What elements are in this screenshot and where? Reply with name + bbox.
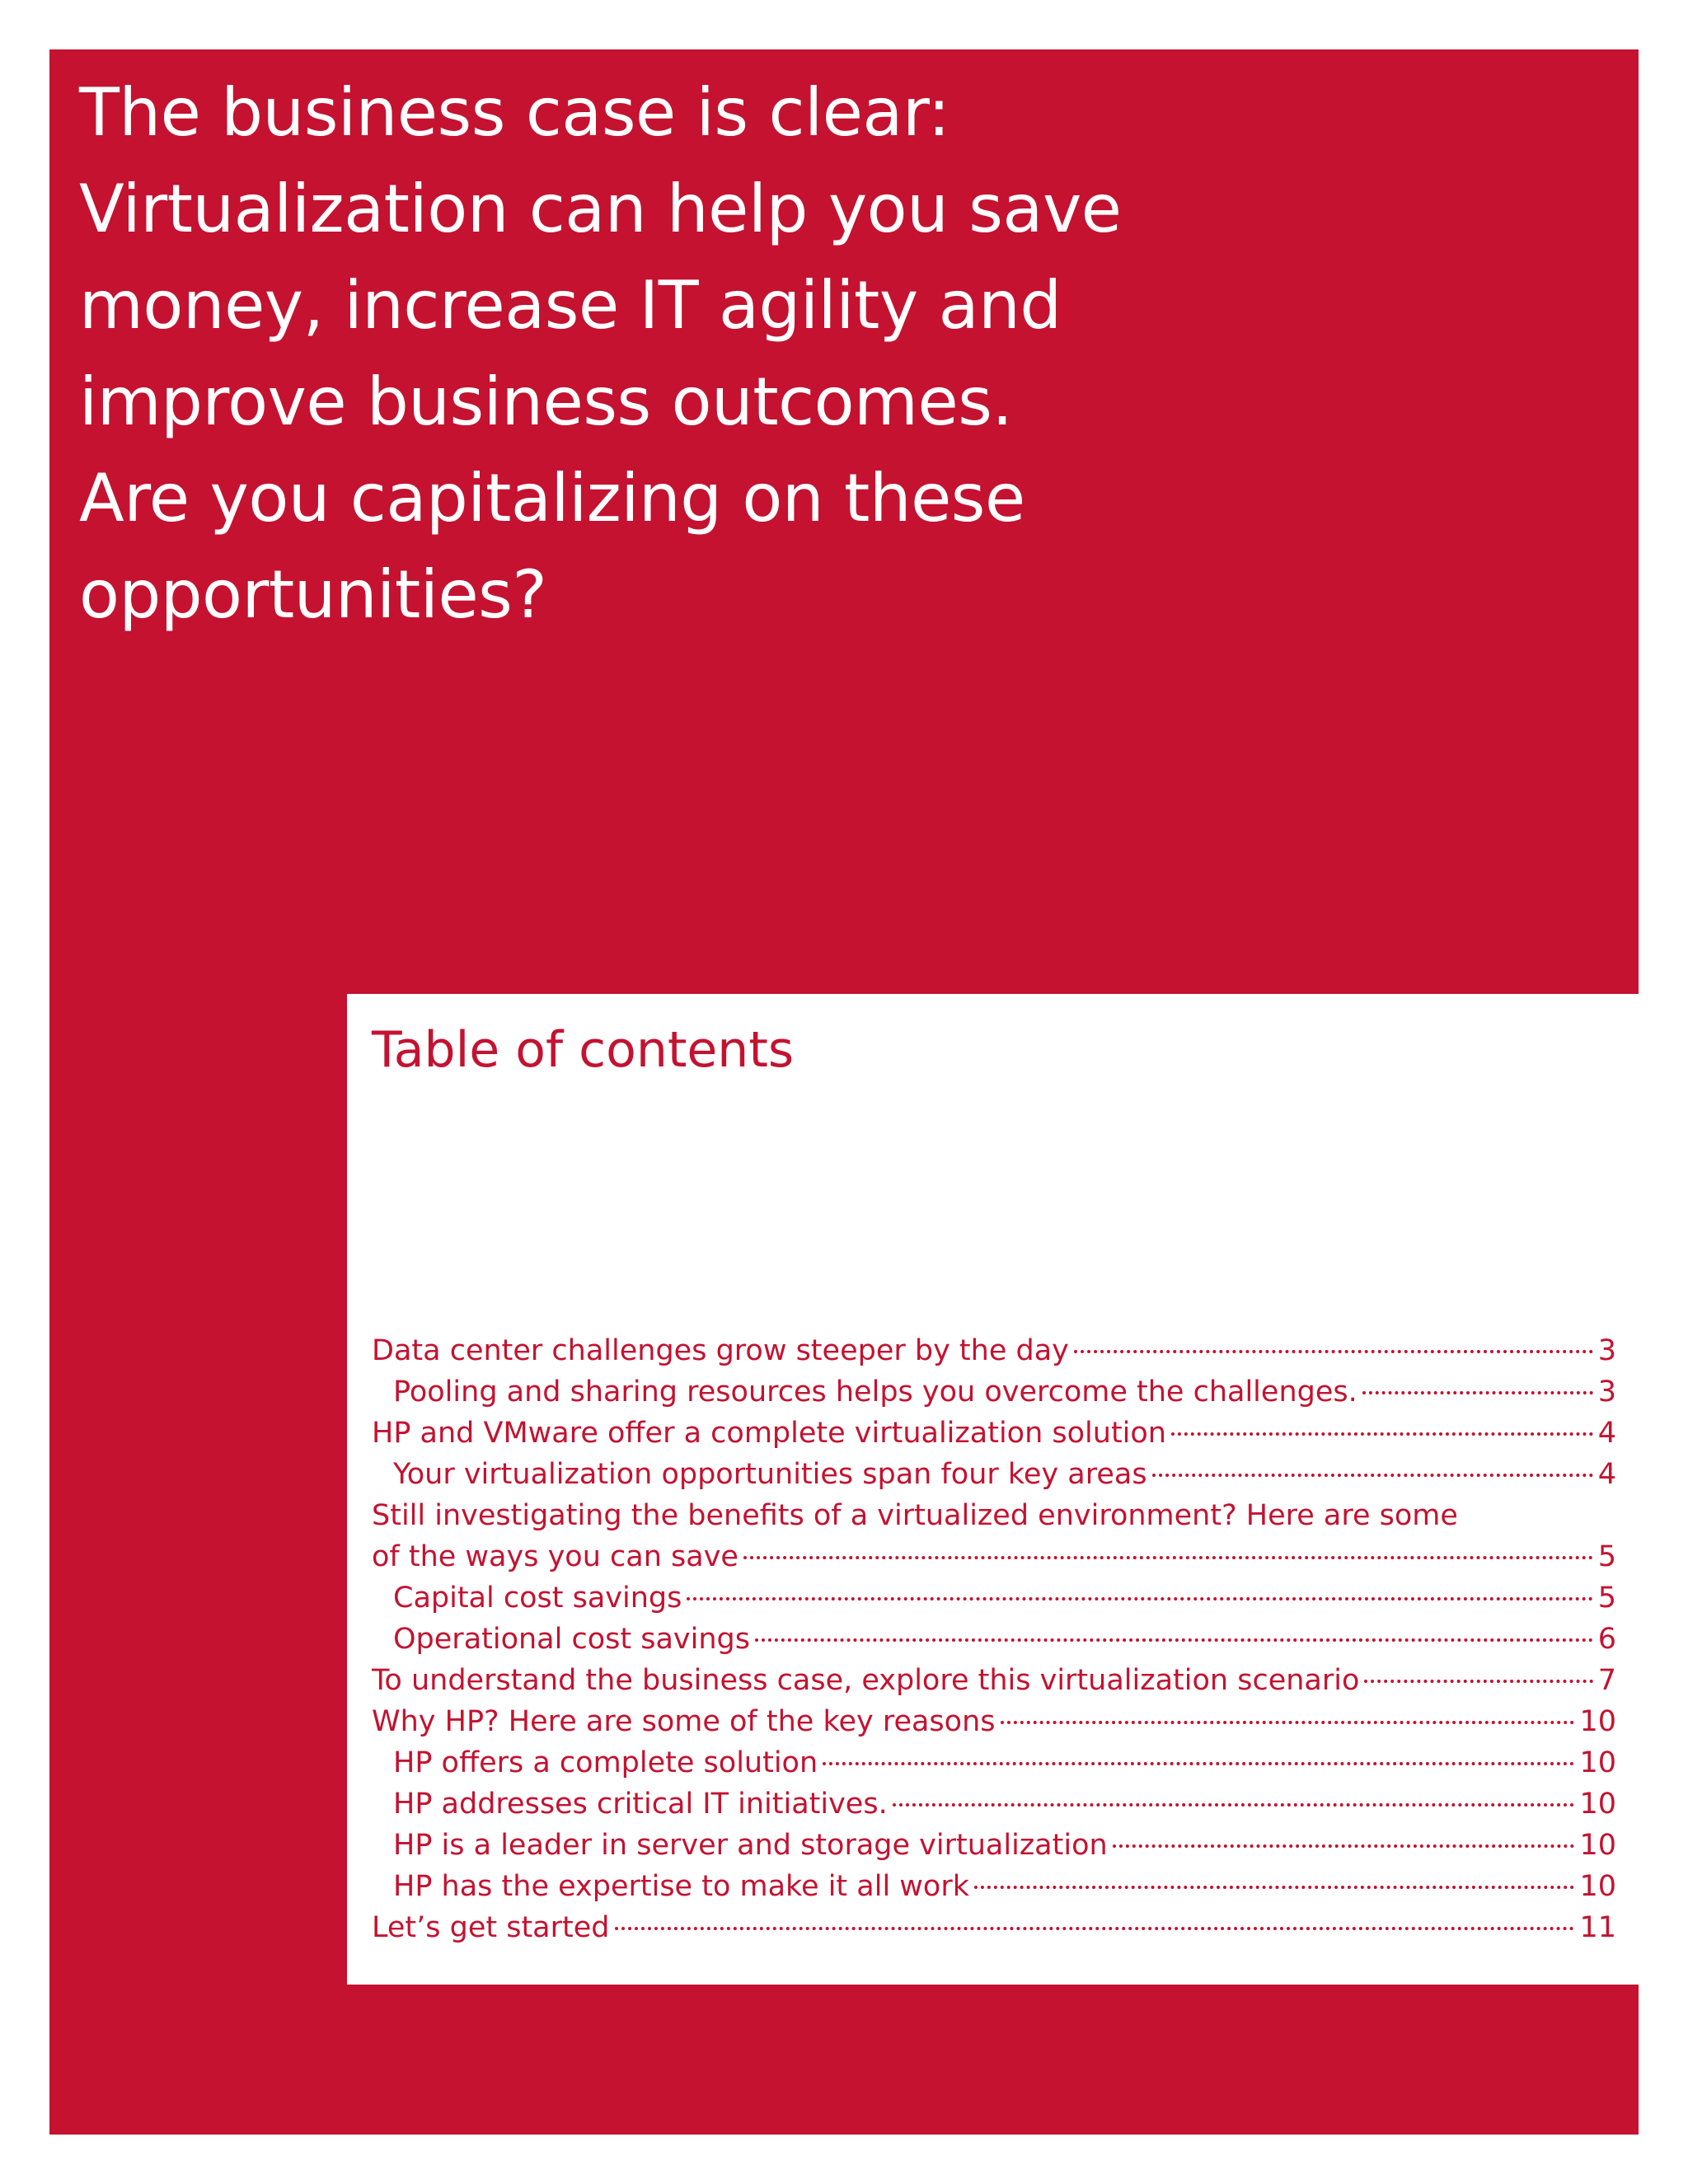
toc-subentry[interactable] <box>372 1454 1616 1495</box>
toc-entry-label: Pooling and sharing resources helps you overcome the challenges. <box>393 1376 1357 1408</box>
toc-subentry[interactable] <box>372 1742 1616 1783</box>
toc-entry-line1[interactable] <box>372 1495 1616 1536</box>
dot-leader <box>1364 1680 1592 1683</box>
toc-entry-label: HP and VMware offer a complete virtualization solution <box>372 1417 1166 1450</box>
toc-subentry[interactable] <box>372 1783 1616 1825</box>
toc-subentry[interactable] <box>372 1577 1616 1619</box>
toc-entry-label: To understand the business case, explore this virtualization scenario <box>372 1664 1360 1697</box>
toc-subentry[interactable] <box>372 1619 1616 1660</box>
page-headline <box>79 64 1315 643</box>
toc-page-number: 10 <box>1579 1746 1616 1779</box>
dot-leader <box>1001 1721 1575 1724</box>
dot-leader <box>755 1638 1593 1642</box>
headline-line: Virtualization can help you save <box>79 171 1122 247</box>
toc-page-number: 7 <box>1597 1664 1616 1697</box>
dot-leader <box>1171 1432 1593 1436</box>
toc-page-number: 3 <box>1597 1334 1616 1367</box>
toc-entry[interactable] <box>372 1330 1616 1371</box>
dot-leader <box>893 1803 1575 1807</box>
toc-entry-label: Capital cost savings <box>393 1582 682 1615</box>
toc-entry-line2[interactable] <box>372 1536 1616 1577</box>
toc-page-number: 5 <box>1597 1540 1616 1573</box>
toc-entry[interactable] <box>372 1701 1616 1742</box>
toc-subentry[interactable] <box>372 1825 1616 1866</box>
headline-line: improve business outcomes. <box>79 363 1013 440</box>
dot-leader <box>1152 1474 1593 1477</box>
toc-page-number: 4 <box>1597 1417 1616 1450</box>
toc-entry[interactable] <box>372 1907 1616 1948</box>
headline-line: opportunities? <box>79 556 547 633</box>
headline-line: money, increase IT agility and <box>79 267 1062 344</box>
toc-entry-label: HP addresses critical IT initiatives. <box>393 1788 888 1821</box>
dot-leader <box>823 1762 1574 1765</box>
headline-line: Are you capitalizing on these <box>79 460 1025 537</box>
toc-page-number: 3 <box>1597 1376 1616 1408</box>
toc-title: Table of contents <box>372 1021 795 1079</box>
toc-entry-label: HP has the expertise to make it all work <box>393 1870 969 1903</box>
headline-line: The business case is clear: <box>79 74 950 151</box>
toc-page-number: 10 <box>1579 1870 1616 1903</box>
toc-page-number: 11 <box>1579 1911 1616 1944</box>
dot-leader <box>974 1886 1574 1889</box>
dot-leader <box>1113 1844 1575 1848</box>
dot-leader <box>1074 1350 1593 1353</box>
toc-page-number: 10 <box>1579 1788 1616 1821</box>
table-of-contents <box>347 994 1639 1985</box>
toc-page-number: 5 <box>1597 1582 1616 1615</box>
toc-entry-label: Your virtualization opportunities span four key areas <box>393 1458 1147 1491</box>
toc-subentry[interactable] <box>372 1866 1616 1907</box>
toc-page-number: 10 <box>1579 1705 1616 1738</box>
toc-entry-label: Why HP? Here are some of the key reasons <box>372 1705 996 1738</box>
toc-entry-label: Data center challenges grow steeper by the day <box>372 1334 1069 1367</box>
toc-entry-label: HP offers a complete solution <box>393 1746 818 1779</box>
toc-entry-label: Operational cost savings <box>393 1623 750 1656</box>
toc-page-number: 10 <box>1579 1829 1616 1862</box>
dot-leader <box>1362 1391 1593 1394</box>
toc-page-number: 6 <box>1597 1623 1616 1656</box>
toc-entry-label: of the ways you can save <box>372 1540 738 1573</box>
toc-entry-label: HP is a leader in server and storage virtualization <box>393 1829 1108 1862</box>
toc-entry-label: Let’s get started <box>372 1911 610 1944</box>
toc-entry[interactable] <box>372 1660 1616 1701</box>
dot-leader <box>687 1597 1592 1601</box>
toc-page-number: 4 <box>1597 1458 1616 1491</box>
toc-subentry[interactable] <box>372 1371 1616 1413</box>
dot-leader <box>615 1927 1575 1930</box>
dot-leader <box>743 1556 1593 1559</box>
toc-entry-label: Still investigating the benefits of a virtualized environment? Here are some <box>372 1499 1458 1532</box>
toc-entry[interactable] <box>372 1413 1616 1454</box>
toc-list <box>372 1330 1616 1948</box>
